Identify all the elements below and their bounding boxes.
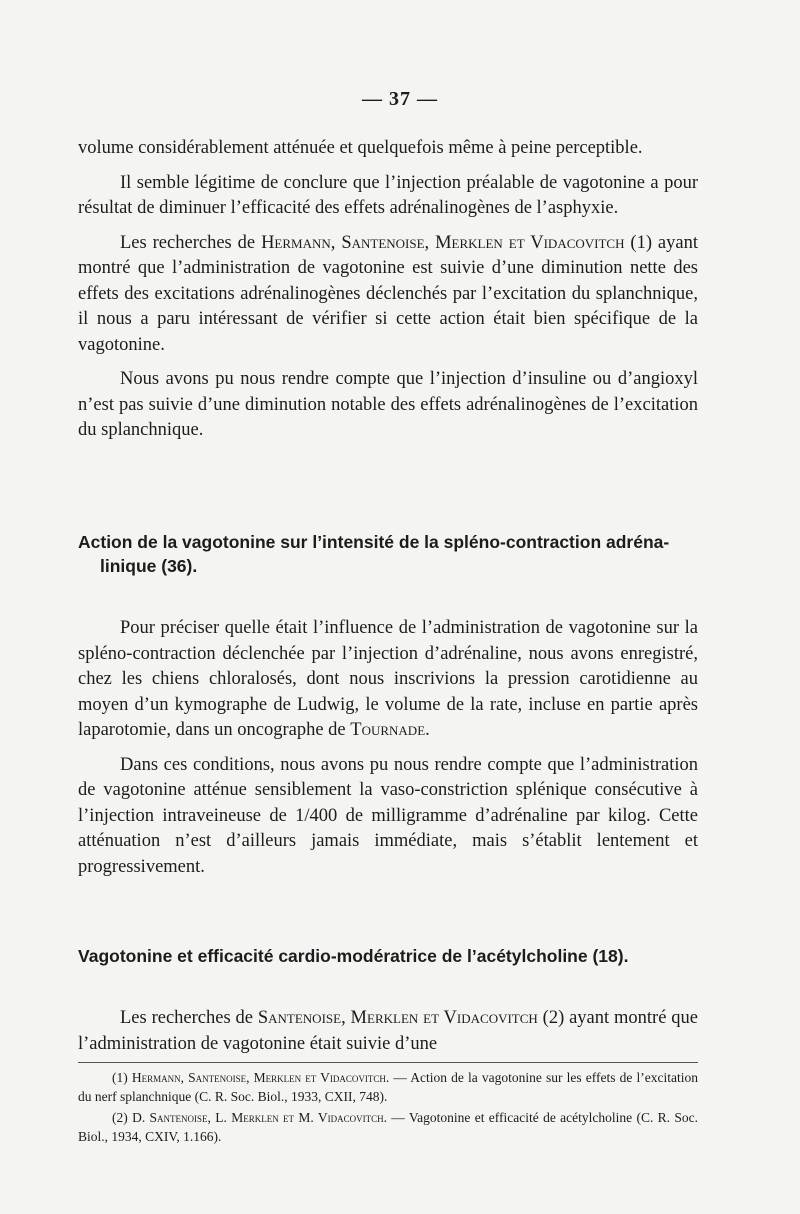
- paragraph-insulin: Nous avons pu nous rendre compte que l’injection d’insuline ou d’angioxyl n’est pas suivie d’une diminution notable des effets adrénalinogènes de l’excitation du splanchnique.: [78, 369, 698, 440]
- text-segment: Les recherches de: [120, 1008, 258, 1028]
- footnote-1: [78, 1068, 698, 1106]
- text-segment: (2) ayant montré que l’administration de vagotonine était suivie d’une: [78, 1008, 698, 1054]
- footnote-divider: [78, 1062, 698, 1063]
- paragraph-method: [78, 616, 698, 744]
- author-names: Santenoise, Merklen et Vidacovitch: [257, 1008, 538, 1028]
- paragraph-conclusion: Il semble légitime de conclure que l’injection préalable de vagotonine a pour résultat de diminuer l’efficacité des effets adrénalinogènes de l’asphyxie.: [78, 172, 698, 218]
- footnote-2: [78, 1108, 698, 1146]
- text-segment: (1) ayant montré que l’administration de vagotonine est suivie d’une diminution nette des effets des excitations adrénalinogènes déclenchés par l’excitation du splanchnique, il nous a paru intéressant de vérifier si cette action était bien spécifique de la vagotonine.: [78, 232, 698, 355]
- paragraph-continued: volume considérablement atténuée et quelquefois même à peine perceptible.: [78, 138, 643, 158]
- paragraph-acetylcholine: [78, 1006, 698, 1057]
- page-number: — 37 —: [362, 88, 438, 110]
- paragraph-results: Dans ces conditions, nous avons pu nous rendre compte que l’administration de vagotonine atténue sensiblement la vaso-constriction splénique consécutive à l’injection intraveineuse de 1/400 de milligramme d’adrénaline par kilog. Cette atténuation n’est d’ailleurs jamais immédiate, mais s’établit lentement et progressivement.: [78, 754, 698, 877]
- paragraph-prior-research: [78, 231, 698, 359]
- author-names: Hermann, Santenoise, Merklen et Vidacovitch: [261, 232, 625, 253]
- section-heading-acetylcholine: Vagotonine et efficacité cardio-modératrice de l’acétylcholine (18).: [78, 946, 629, 966]
- text-segment: Pour préciser quelle était l’influence de l’administration de vagotonine sur la spléno-contraction déclenchée par l’injection d’adrénaline, nous avons enregistré, chez les chiens chloralosés, dont nous inscrivions la pression carotidienne au moyen d’un kymographe de Ludwig, le volume de la rate, incluse en partie après laparotomie, dans un oncographe de: [78, 618, 698, 740]
- footnote-text: — Vagotonine et efficacité de acétylcholine (C. R. Soc. Biol., 1934, CXIV, 1.166).: [78, 1110, 698, 1144]
- section-heading-spleen: [78, 530, 698, 578]
- heading-line: linique (36).: [100, 556, 198, 576]
- text-segment: .: [425, 720, 430, 740]
- heading-line: Action de la vagotonine sur l’intensité de la spléno-contraction adréna-: [78, 532, 670, 552]
- section-acetylcholine: [78, 1006, 698, 1066]
- footnotes: [78, 1068, 698, 1148]
- author-name: Tournade: [350, 720, 426, 740]
- footnote-marker: (2): [112, 1110, 133, 1125]
- text-segment: Les recherches de: [120, 232, 262, 253]
- footnote-text: — Action de la vagotonine sur les effets de l’excitation du nerf splanchnique (C. R. Soc. Biol., 1933, CXII, 748).: [78, 1070, 698, 1104]
- footnote-marker: (1): [112, 1070, 132, 1085]
- footnote-authors: D. Santenoise, L. Merklen et M. Vidacovitch.: [132, 1110, 387, 1125]
- section-spleen: [78, 616, 698, 889]
- footnote-authors: Hermann, Santenoise, Merklen et Vidacovitch.: [131, 1070, 390, 1085]
- section-asphyxia: [78, 136, 698, 453]
